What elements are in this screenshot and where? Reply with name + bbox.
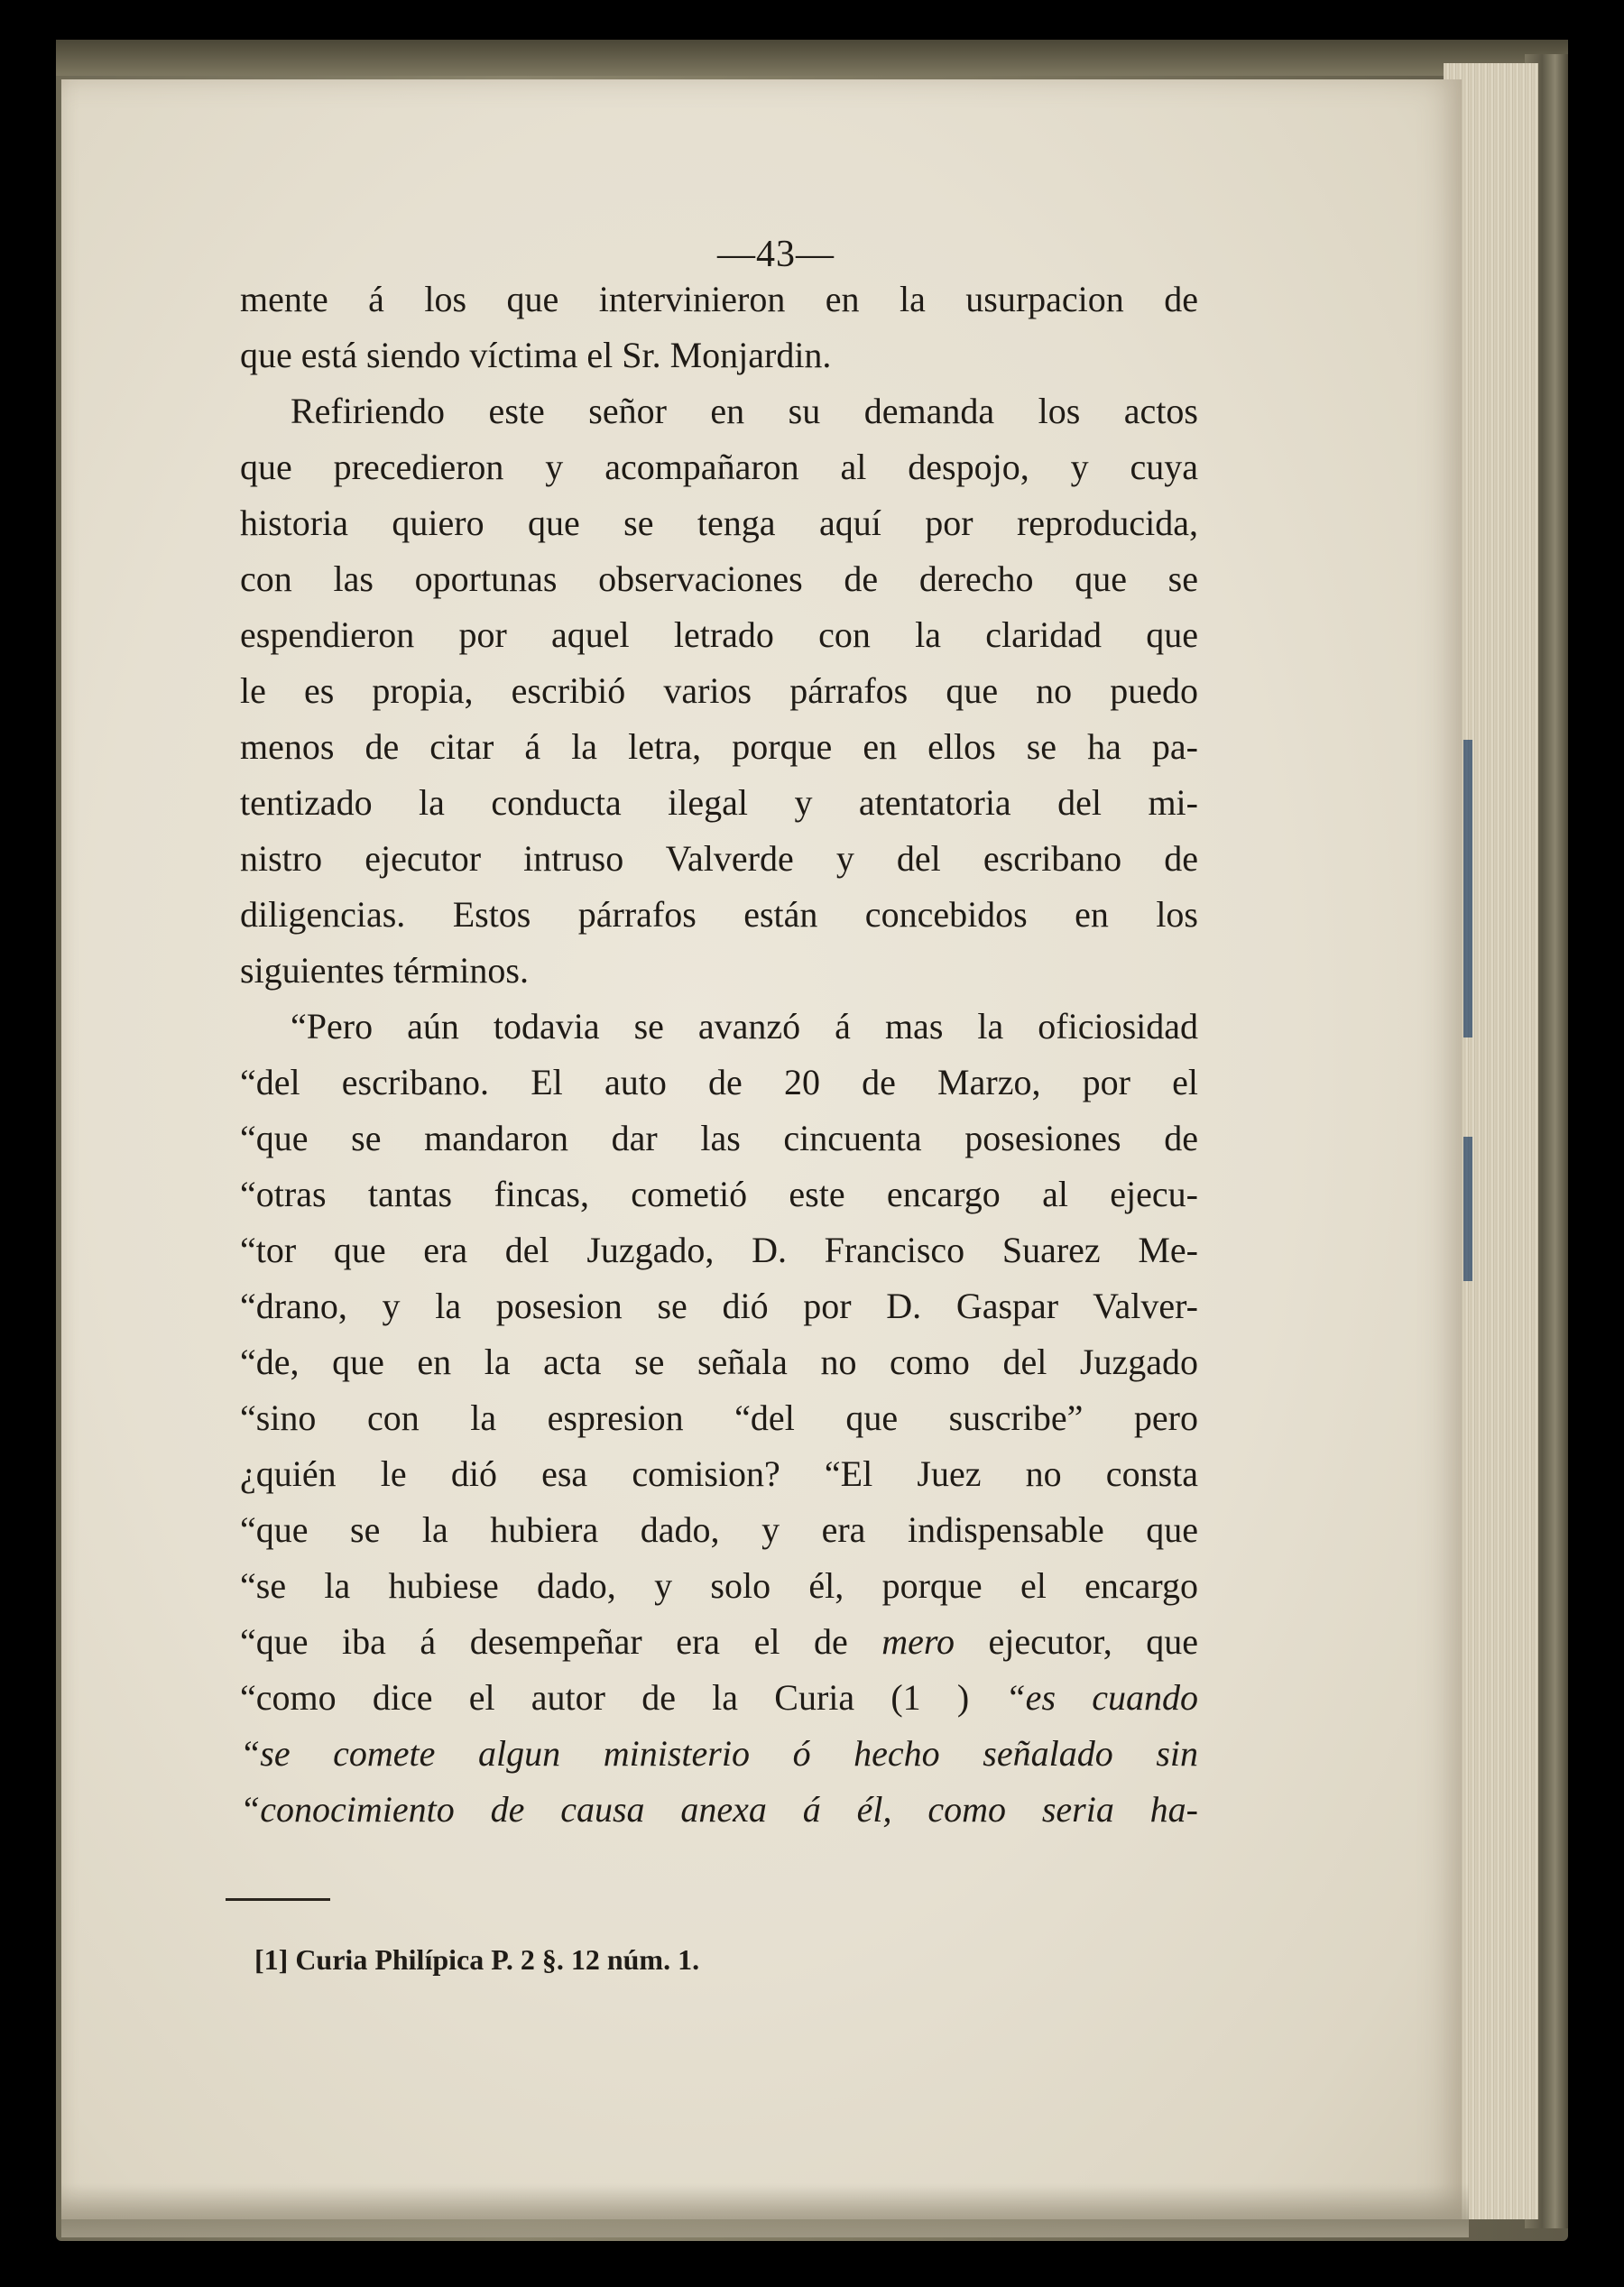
text-line: “que se mandaron dar las cincuenta posesiones de bbox=[240, 1118, 1198, 1158]
text-line: menos de citar á la letra, porque en ellos se ha pa- bbox=[240, 726, 1198, 767]
text-line: nistro ejecutor intruso Valverde y del escribano de bbox=[240, 838, 1198, 879]
text-line-italic: “se comete algun ministerio ó hecho señalado sin bbox=[240, 1733, 1198, 1774]
footnote: [1] Curia Philípica P. 2 §. 12 núm. 1. bbox=[254, 1943, 700, 1976]
text-line: “que se la hubiera dado, y era indispensable que bbox=[240, 1509, 1198, 1550]
text-line: siguientes términos. bbox=[240, 950, 529, 991]
text-line: “tor que era del Juzgado, D. Francisco Suarez Me- bbox=[240, 1230, 1198, 1270]
text-line: tentizado la conducta ilegal y atentatoria del mi- bbox=[240, 782, 1198, 823]
text-segment: “que iba á desempeñar era el de bbox=[240, 1621, 882, 1662]
text-segment: ejecutor, que bbox=[955, 1621, 1199, 1662]
text-line: historia quiero que se tenga aquí por reproducida, bbox=[240, 503, 1198, 543]
italic-segment: mero bbox=[881, 1621, 955, 1662]
text-line-mixed bbox=[240, 1671, 1198, 1725]
text-line: con las oportunas observaciones de derecho que se bbox=[240, 558, 1198, 599]
blue-stain-mark bbox=[1463, 1137, 1472, 1281]
italic-segment: “es cuando bbox=[1005, 1677, 1198, 1718]
page-number: —43— bbox=[717, 234, 835, 275]
text-line: “sino con la espresion “del que suscribe” pero bbox=[240, 1397, 1198, 1438]
text-line: “del escribano. El auto de 20 de Marzo, por el bbox=[240, 1062, 1198, 1102]
text-line: ¿quién le dió esa comision? “El Juez no consta bbox=[240, 1453, 1198, 1494]
text-line: “de, que en la acta se señala no como del Juzgado bbox=[240, 1342, 1198, 1382]
text-line: que está siendo víctima el Sr. Monjardin. bbox=[240, 335, 832, 375]
text-line: mente á los que intervinieron en la usurpacion de bbox=[240, 279, 1198, 319]
page-bottom-shadow bbox=[61, 2183, 1469, 2237]
text-line: “Pero aún todavia se avanzó á mas la oficiosidad bbox=[291, 1006, 1198, 1047]
text-line: le es propia, escribió varios párrafos que no puedo bbox=[240, 670, 1198, 711]
text-line-italic: “conocimiento de causa anexa á él, como seria ha- bbox=[240, 1789, 1198, 1830]
text-line: “otras tantas fincas, cometió este encargo al ejecu- bbox=[240, 1174, 1198, 1214]
text-segment: “como dice el autor de la Curia (1 ) bbox=[240, 1677, 1006, 1718]
text-line: diligencias. Estos párrafos están concebidos en los bbox=[240, 894, 1198, 935]
blue-stain-mark bbox=[1463, 740, 1472, 1037]
text-line: “se la hubiese dado, y solo él, porque el encargo bbox=[240, 1565, 1198, 1606]
cover-top-edge bbox=[56, 40, 1568, 76]
text-line: Refiriendo este señor en su demanda los actos bbox=[291, 391, 1198, 431]
text-line: que precedieron y acompañaron al despojo, y cuya bbox=[240, 447, 1198, 487]
text-line-mixed bbox=[240, 1615, 1198, 1669]
footnote-rule bbox=[226, 1898, 330, 1901]
text-line: “drano, y la posesion se dió por D. Gaspar Valver- bbox=[240, 1286, 1198, 1326]
text-line: espendieron por aquel letrado con la claridad que bbox=[240, 614, 1198, 655]
